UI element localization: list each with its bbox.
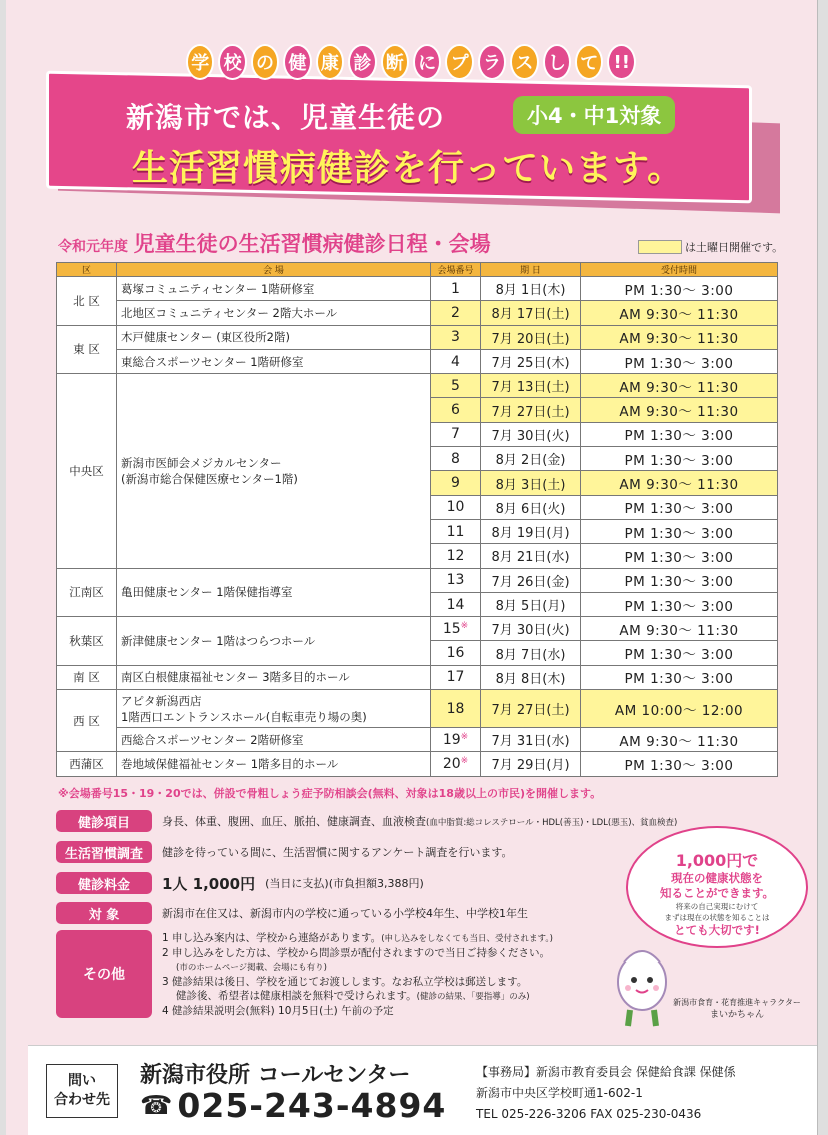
info-survey-label: 生活習慣調査 — [56, 841, 152, 863]
date-cell: 7月 20日(土) — [481, 325, 581, 349]
time-cell: PM 1:30～ 3:00 — [581, 544, 778, 568]
flyer-page — [6, 0, 818, 1135]
venue-number: 16 — [446, 645, 465, 662]
time-cell: AM 9:30～ 11:30 — [581, 398, 778, 422]
date-cell: 8月 7日(水) — [481, 641, 581, 665]
venue-number: 4 — [451, 353, 460, 370]
saturday-swatch — [638, 240, 682, 254]
time-cell: PM 1:30～ 3:00 — [581, 495, 778, 519]
venue-number: 12 — [446, 547, 465, 564]
venue-number-cell — [431, 398, 481, 422]
table-row — [57, 568, 778, 592]
info-target-text: 新潟市在住又は、新潟市内の学校に通っている小学校4年生、中学校1年生 — [162, 907, 528, 920]
venue-number: 14 — [446, 596, 465, 613]
info-survey — [56, 841, 512, 863]
date-cell: 7月 30日(火) — [481, 422, 581, 446]
table-row — [57, 374, 778, 398]
time-cell: PM 1:30～ 3:00 — [581, 752, 778, 776]
schedule-note: ※会場番号15・19・20では、併設で骨粗しょう症予防相談会(無料、対象は18歳以上の市民)を開催します。 — [58, 787, 602, 800]
venue-number: 8 — [451, 450, 460, 467]
venue-number-cell — [431, 568, 481, 592]
ward-cell: 秋葉区 — [57, 617, 117, 666]
bubble-line3: 知ることができます。 — [659, 886, 775, 900]
contact-label-1: 問い — [68, 1073, 96, 1089]
note-mark: ※ — [460, 731, 469, 742]
venue-name: 新津健康センター 1階はつらつホール — [121, 633, 316, 648]
venue-cell — [117, 728, 431, 752]
time-cell: AM 9:30～ 11:30 — [581, 471, 778, 495]
other-line-sub: (申し込みをしなくても当日、受付されます。) — [381, 934, 553, 944]
table-row — [57, 349, 778, 373]
date-cell: 8月 19日(月) — [481, 519, 581, 543]
venue-cell — [117, 301, 431, 325]
bubble-line4: 将来の自己実現にむけて — [675, 902, 759, 911]
venue-number: 2 — [451, 304, 460, 321]
venue-number-cell — [431, 325, 481, 349]
character-caption — [662, 996, 812, 1022]
venue-detail: (新潟市総合保健医療センター1階) — [121, 471, 298, 486]
venue-cell — [117, 349, 431, 373]
contact-label-box — [46, 1064, 118, 1118]
venue-name: 新潟市医師会メジカルセンター — [121, 455, 282, 470]
saturday-legend — [638, 239, 783, 255]
venue-number: 13 — [446, 572, 465, 589]
date-cell: 8月 6日(火) — [481, 495, 581, 519]
venue-number-cell — [431, 690, 481, 728]
contact-label-2: 合わせ先 — [54, 1092, 110, 1108]
ward-cell: 西蒲区 — [57, 752, 117, 776]
table-row — [57, 301, 778, 325]
info-fee — [56, 872, 424, 894]
office-info — [476, 1062, 736, 1125]
time-cell: AM 9:30～ 11:30 — [581, 374, 778, 398]
date-cell: 8月 8日(木) — [481, 665, 581, 689]
venue-number: 5 — [451, 377, 460, 394]
other-line-text: 健診後、希望者は健康相談を無料で受けられます。 — [176, 990, 417, 1002]
date-cell: 8月 17日(土) — [481, 301, 581, 325]
contact-footer — [28, 1045, 818, 1135]
tagline-char: の — [251, 44, 279, 80]
info-other-list — [162, 932, 602, 1019]
other-line-sub: (健診の結果、「要指導」のみ) — [416, 992, 530, 1002]
table-row — [57, 690, 778, 728]
tagline-char: 診 — [348, 44, 376, 80]
venue-name: アピタ新潟西店 — [121, 693, 202, 708]
info-items-text — [162, 813, 677, 829]
col-venue: 会 場 — [117, 263, 431, 277]
info-survey-text: 健診を待っている間に、生活習慣に関するアンケート調査を行います。 — [162, 846, 513, 859]
time-cell: PM 1:30～ 3:00 — [581, 665, 778, 689]
venue-number: 18 — [446, 700, 465, 717]
tagline-char: ス — [510, 44, 538, 80]
schedule-era: 令和元年度 — [58, 239, 128, 255]
info-items — [56, 810, 677, 832]
venue-number-cell — [431, 447, 481, 471]
venue-number: 17 — [446, 669, 465, 686]
venue-number-cell — [431, 617, 481, 641]
time-cell: PM 1:30～ 3:00 — [581, 641, 778, 665]
time-cell: PM 1:30～ 3:00 — [581, 519, 778, 543]
venue-number-cell — [431, 349, 481, 373]
tagline-char: し — [543, 44, 571, 80]
other-line — [162, 1005, 602, 1020]
other-line-sub: (市のホームページ掲載、会場にも有り) — [176, 963, 327, 973]
ward-cell: 北 区 — [57, 277, 117, 326]
venue-cell — [117, 568, 431, 617]
venue-number-cell — [431, 301, 481, 325]
tagline-char: て — [575, 44, 603, 80]
venue-cell — [117, 277, 431, 301]
tagline-char: 学 — [186, 44, 214, 80]
table-row — [57, 617, 778, 641]
venue-number-cell — [431, 592, 481, 616]
table-row — [57, 325, 778, 349]
date-cell: 8月 3日(土) — [481, 471, 581, 495]
tagline-char: 健 — [283, 44, 311, 80]
date-cell: 7月 27日(土) — [481, 398, 581, 422]
other-line-text: 1 申し込み案内は、学校から連絡があります。 — [162, 932, 382, 944]
time-cell: PM 1:30～ 3:00 — [581, 447, 778, 471]
venue-cell — [117, 325, 431, 349]
col-no: 会場番号 — [431, 263, 481, 277]
other-line-text: 4 健診結果説明会(無料) 10月5日(土) 午前の予定 — [162, 1004, 394, 1017]
time-cell: PM 1:30～ 3:00 — [581, 277, 778, 301]
time-cell: AM 9:30～ 11:30 — [581, 617, 778, 641]
date-cell: 7月 25日(木) — [481, 349, 581, 373]
date-cell: 7月 29日(月) — [481, 752, 581, 776]
office-line1: 【事務局】新潟市教育委員会 保健給食課 保健係 — [476, 1065, 736, 1079]
venue-name: 巻地域保健福祉センター 1階多目的ホール — [121, 756, 339, 771]
venue-name: 葛塚コミュニティセンター 1階研修室 — [121, 281, 315, 296]
venue-name: 北地区コミュニティセンター 2階大ホール — [121, 305, 338, 320]
bubble-line2: 現在の健康状態を — [671, 871, 763, 885]
ward-cell: 南 区 — [57, 665, 117, 689]
other-line — [162, 990, 602, 1005]
time-cell: AM 9:30～ 11:30 — [581, 301, 778, 325]
venue-name: 西総合スポーツセンター 2階研修室 — [121, 732, 304, 747]
date-cell: 7月 26日(金) — [481, 568, 581, 592]
col-date: 期 日 — [481, 263, 581, 277]
venue-number-cell — [431, 422, 481, 446]
headline-line2: 生活習慣病健診を行っています。 — [132, 148, 685, 189]
tagline-char: 断 — [381, 44, 409, 80]
call-center-phone — [140, 1086, 446, 1125]
venue-number: 20 — [442, 755, 461, 772]
time-cell: PM 1:30～ 3:00 — [581, 422, 778, 446]
table-row — [57, 277, 778, 301]
time-cell: AM 9:30～ 11:30 — [581, 325, 778, 349]
info-fee-label: 健診料金 — [56, 872, 152, 894]
col-time: 受付時間 — [581, 263, 778, 277]
other-line — [162, 932, 602, 947]
venue-name: 南区白根健康福祉センター 3階多目的ホール — [121, 670, 350, 685]
date-cell: 7月 27日(土) — [481, 690, 581, 728]
info-other-label: その他 — [56, 930, 152, 1018]
tagline-char: に — [413, 44, 441, 80]
venue-number-cell — [431, 277, 481, 301]
info-target — [56, 902, 528, 924]
bubble-line1: 1,000円で — [675, 851, 759, 870]
note-mark: ※ — [460, 620, 469, 631]
phone-icon: ☎ — [140, 1090, 174, 1121]
bubble-line6: とても大切です! — [674, 923, 760, 937]
other-line — [162, 961, 602, 976]
date-cell: 7月 31日(水) — [481, 728, 581, 752]
date-cell: 7月 30日(火) — [481, 617, 581, 641]
call-center-name: 新潟市役所 コールセンター — [140, 1063, 411, 1088]
date-cell: 8月 5日(月) — [481, 592, 581, 616]
office-line2: 新潟市中央区学校町通1-602-1 — [476, 1086, 643, 1100]
schedule-title-text: 児童生徒の生活習慣病健診日程・会場 — [133, 232, 491, 256]
other-line-text: 2 申し込みをした方は、学校から問診票が配付されますので当日ご持参ください。 — [162, 946, 551, 959]
time-cell: AM 10:00～ 12:00 — [581, 690, 778, 728]
venue-number-cell — [431, 665, 481, 689]
character-caption-text: 新潟市食育・花育推進キャラクター — [673, 998, 801, 1007]
table-row — [57, 728, 778, 752]
target-badge: 小4・中1対象 — [513, 96, 675, 134]
date-cell: 8月 21日(水) — [481, 544, 581, 568]
venue-number-cell — [431, 374, 481, 398]
venue-number: 11 — [446, 523, 465, 540]
tagline-char: プ — [445, 44, 473, 80]
ward-cell: 西 区 — [57, 690, 117, 752]
venue-number-cell — [431, 519, 481, 543]
phone-number: 025-243-4894 — [177, 1086, 447, 1125]
venue-cell — [117, 374, 431, 568]
items-sub: (血中脂質:総コレステロール・HDL(善玉)・LDL(悪玉)、貧血検査) — [426, 818, 678, 828]
venue-cell — [117, 617, 431, 666]
headline-line1: 新潟市では、児童生徒の — [126, 101, 446, 134]
ward-cell: 東 区 — [57, 325, 117, 374]
other-line-text: 3 健診結果は後日、学校を通じてお渡しします。なお私立学校は郵送します。 — [162, 975, 528, 988]
venue-number: 19 — [442, 731, 461, 748]
venue-number-cell — [431, 728, 481, 752]
table-row — [57, 752, 778, 776]
time-cell: PM 1:30～ 3:00 — [581, 349, 778, 373]
venue-detail: 1階西口エントランスホール(自転車売り場の奥) — [121, 709, 367, 724]
venue-number-cell — [431, 752, 481, 776]
other-line — [162, 976, 602, 991]
other-line — [162, 947, 602, 962]
date-cell: 8月 1日(木) — [481, 277, 581, 301]
table-header-row — [57, 263, 778, 277]
tagline-char: !! — [607, 44, 635, 80]
venue-name: 東総合スポーツセンター 1階研修室 — [121, 354, 304, 369]
character-name: まいかちゃん — [709, 1010, 764, 1020]
venue-number-cell — [431, 471, 481, 495]
tagline-char: 校 — [218, 44, 246, 80]
items-main: 身長、体重、腹囲、血圧、脈拍、健康調査、血液検査 — [162, 815, 426, 828]
ward-cell: 中央区 — [57, 374, 117, 568]
time-cell: PM 1:30～ 3:00 — [581, 592, 778, 616]
tagline-char: 康 — [316, 44, 344, 80]
time-cell: AM 9:30～ 11:30 — [581, 728, 778, 752]
date-cell: 7月 13日(土) — [481, 374, 581, 398]
table-row — [57, 665, 778, 689]
info-fee-big: 1人 1,000円 — [162, 874, 256, 893]
tagline-char: ラ — [478, 44, 506, 80]
venue-number: 1 — [451, 280, 460, 297]
schedule-table — [56, 262, 778, 777]
venue-number: 6 — [451, 402, 460, 419]
venue-number: 10 — [446, 499, 465, 516]
info-fee-text: (当日に支払)(市負担額3,388円) — [265, 877, 424, 890]
time-cell: PM 1:30～ 3:00 — [581, 568, 778, 592]
venue-number: 9 — [451, 475, 460, 492]
venue-number: 3 — [451, 329, 460, 346]
ward-cell: 江南区 — [57, 568, 117, 617]
venue-name: 木戸健康センター (東区役所2階) — [121, 330, 290, 345]
office-line3: TEL 025-226-3206 FAX 025-230-0436 — [476, 1107, 702, 1121]
info-items-label: 健診項目 — [56, 810, 152, 832]
venue-cell — [117, 665, 431, 689]
venue-number: 15 — [442, 620, 461, 637]
venue-number-cell — [431, 641, 481, 665]
note-mark: ※ — [460, 755, 469, 766]
venue-cell — [117, 690, 431, 728]
venue-number: 7 — [451, 426, 460, 443]
schedule-title — [58, 228, 491, 258]
venue-name: 亀田健康センター 1階保健指導室 — [121, 585, 293, 600]
col-ward: 区 — [57, 263, 117, 277]
legend-text: は土曜日開催です。 — [685, 241, 784, 254]
venue-number-cell — [431, 544, 481, 568]
info-target-label: 対 象 — [56, 902, 152, 924]
bubble-line5: まずは現在の状態を知ることは — [664, 913, 770, 922]
date-cell: 8月 2日(金) — [481, 447, 581, 471]
tagline — [186, 44, 636, 86]
venue-cell — [117, 752, 431, 776]
venue-number-cell — [431, 495, 481, 519]
